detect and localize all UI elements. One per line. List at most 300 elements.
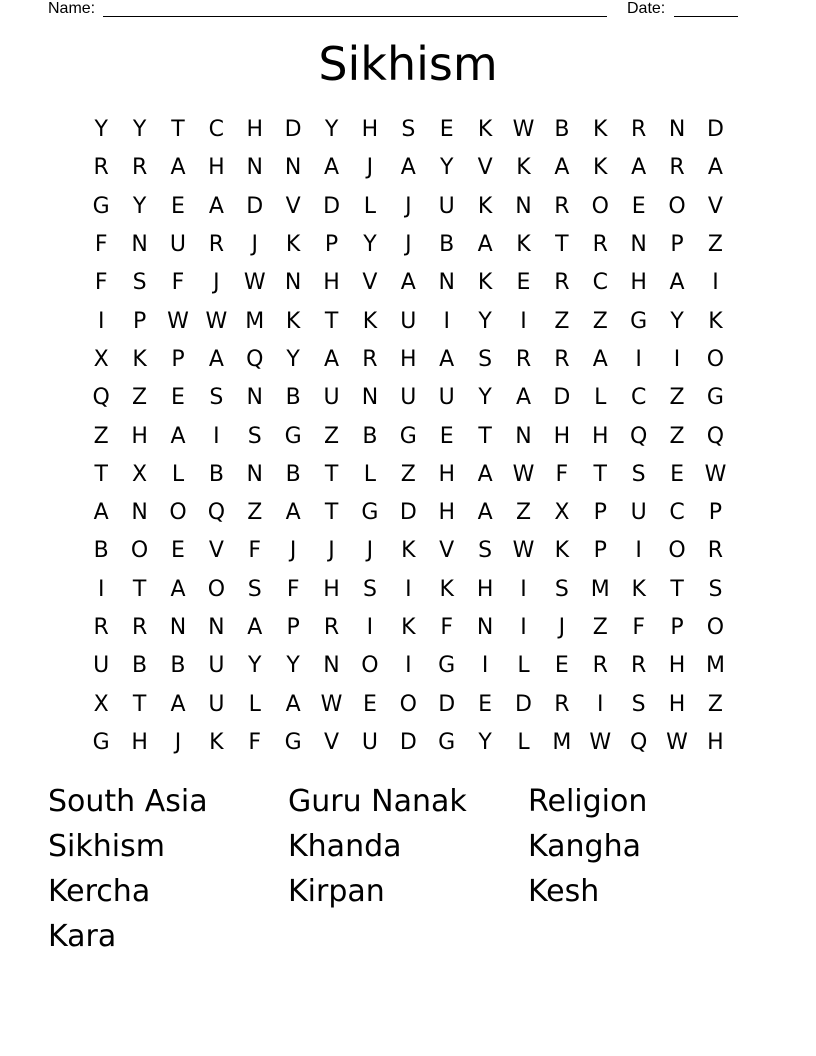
grid-letter: A xyxy=(515,385,532,411)
grid-letter: V xyxy=(477,155,493,181)
grid-letter: U xyxy=(400,385,417,411)
grid-letter: N xyxy=(246,461,263,487)
grid-letter: C xyxy=(208,117,225,143)
grid-letter: N xyxy=(131,500,148,526)
grid-letter: C xyxy=(669,500,685,526)
word-list-item: Sikhism xyxy=(48,829,165,864)
grid-letter: X xyxy=(554,500,570,526)
grid-row xyxy=(82,609,735,647)
grid-letter: G xyxy=(361,500,379,526)
grid-row xyxy=(82,571,735,609)
grid-letter: T xyxy=(324,500,339,526)
name-label: Name: xyxy=(48,0,96,17)
grid-letter: E xyxy=(171,385,185,411)
grid-letter: U xyxy=(323,385,340,411)
grid-letter: K xyxy=(516,232,531,258)
grid-letter: I xyxy=(712,270,719,296)
grid-letter: I xyxy=(673,346,681,372)
grid-letter: G xyxy=(706,385,724,411)
grid-letter: J xyxy=(174,729,182,755)
grid-letter: H xyxy=(131,729,148,755)
grid-letter: Q xyxy=(246,346,264,372)
grid-letter: F xyxy=(555,461,569,487)
grid-letter: B xyxy=(285,385,301,411)
grid-letter: K xyxy=(631,576,646,602)
grid-letter: I xyxy=(405,653,412,679)
grid-letter: H xyxy=(476,576,494,602)
grid-letter: T xyxy=(132,576,147,602)
grid-letter: S xyxy=(708,576,723,602)
grid-letter: G xyxy=(438,729,456,755)
grid-letter: Z xyxy=(707,232,723,258)
name-blank-line[interactable] xyxy=(103,16,607,17)
grid-letter: R xyxy=(93,615,109,640)
grid-row xyxy=(82,302,735,340)
grid-letter: U xyxy=(208,653,225,679)
grid-row xyxy=(82,264,735,302)
grid-letter: R xyxy=(131,155,148,181)
grid-letter: W xyxy=(704,461,727,487)
grid-letter: A xyxy=(592,346,608,372)
grid-letter: Q xyxy=(630,423,648,449)
grid-letter: Y xyxy=(670,308,684,334)
grid-letter: I xyxy=(635,346,642,372)
grid-letter: P xyxy=(593,538,607,564)
grid-letter: Z xyxy=(707,691,723,717)
grid-letter: N xyxy=(246,155,263,181)
grid-letter: N xyxy=(246,385,263,411)
grid-letter: D xyxy=(438,691,456,717)
grid-letter: A xyxy=(170,576,186,602)
grid-letter: Y xyxy=(478,729,492,755)
grid-letter: W xyxy=(167,308,189,334)
grid-letter: N xyxy=(630,232,647,258)
grid-letter: R xyxy=(707,538,724,564)
grid-letter: N xyxy=(476,615,494,640)
grid-letter: V xyxy=(324,729,340,755)
grid-letter: D xyxy=(399,729,417,755)
grid-letter: A xyxy=(631,155,647,181)
grid-letter: T xyxy=(171,117,185,143)
word-list-item: Kercha xyxy=(48,874,151,909)
grid-row xyxy=(82,379,735,417)
grid-row xyxy=(82,532,735,570)
grid-letter: D xyxy=(246,193,264,219)
grid-letter: D xyxy=(553,385,571,411)
grid-letter: C xyxy=(592,270,608,296)
grid-letter: U xyxy=(93,653,110,679)
grid-letter: O xyxy=(361,653,379,679)
grid-letter: J xyxy=(366,538,374,564)
grid-letter: F xyxy=(94,232,108,258)
grid-letter: U xyxy=(438,193,455,219)
grid-letter: Q xyxy=(207,500,226,526)
grid-letter: R xyxy=(592,653,608,679)
grid-letter: K xyxy=(401,538,416,564)
grid-letter: A xyxy=(208,193,224,219)
grid-letter: H xyxy=(400,346,417,372)
grid-letter: G xyxy=(284,423,302,449)
grid-letter: O xyxy=(706,346,725,372)
grid-letter: P xyxy=(324,232,339,258)
grid-letter: H xyxy=(707,729,724,755)
grid-letter: G xyxy=(284,729,302,755)
grid-letter: Y xyxy=(363,232,377,258)
grid-letter: O xyxy=(207,576,226,602)
grid-letter: U xyxy=(630,500,647,526)
grid-letter: Z xyxy=(592,308,608,334)
grid-letter: A xyxy=(170,155,186,181)
grid-letter: R xyxy=(323,615,340,640)
grid-letter: H xyxy=(323,270,340,296)
grid-letter: L xyxy=(248,691,261,717)
grid-letter: J xyxy=(405,232,412,258)
grid-letter: H xyxy=(592,423,609,449)
grid-letter: K xyxy=(593,155,608,181)
grid-letter: K xyxy=(285,232,301,258)
grid-letter: N xyxy=(515,423,532,449)
grid-letter: Z xyxy=(669,385,685,411)
letter-grid xyxy=(82,111,735,762)
grid-letter: S xyxy=(132,270,147,296)
grid-letter: U xyxy=(400,308,417,334)
grid-letter: Y xyxy=(439,155,454,181)
grid-letter: O xyxy=(668,193,686,219)
grid-letter: S xyxy=(209,385,224,411)
grid-row xyxy=(82,226,735,264)
grid-letter: X xyxy=(93,691,109,717)
grid-letter: P xyxy=(708,500,723,526)
grid-letter: K xyxy=(708,308,723,334)
grid-letter: S xyxy=(478,346,493,372)
grid-letter: N xyxy=(515,193,532,219)
grid-letter: V xyxy=(707,193,723,219)
grid-letter: B xyxy=(208,461,224,487)
grid-letter: W xyxy=(512,461,535,487)
grid-letter: R xyxy=(631,117,647,143)
grid-letter: I xyxy=(520,576,527,602)
grid-letter: A xyxy=(170,691,186,717)
grid-letter: A xyxy=(285,691,301,717)
grid-letter: R xyxy=(93,155,109,181)
grid-letter: A xyxy=(707,155,723,181)
grid-letter: H xyxy=(438,461,455,487)
grid-letter: A xyxy=(400,270,416,296)
grid-letter: S xyxy=(362,576,377,602)
grid-letter: N xyxy=(208,615,225,640)
grid-letter: L xyxy=(517,653,530,679)
grid-letter: L xyxy=(517,729,530,755)
grid-letter: H xyxy=(131,423,148,449)
grid-letter: W xyxy=(666,729,688,755)
grid-letter: I xyxy=(405,576,412,602)
grid-letter: T xyxy=(324,461,339,487)
grid-letter: F xyxy=(94,270,108,296)
grid-letter: T xyxy=(670,576,684,602)
date-blank-line[interactable] xyxy=(674,16,738,17)
grid-letter: Y xyxy=(132,117,147,143)
grid-row xyxy=(82,111,735,149)
grid-letter: N xyxy=(438,270,455,296)
grid-letter: V xyxy=(362,270,378,296)
grid-letter: S xyxy=(401,117,416,143)
grid-letter: O xyxy=(399,691,417,717)
grid-letter: A xyxy=(324,346,340,372)
grid-letter: K xyxy=(593,117,608,143)
grid-letter: W xyxy=(589,729,612,755)
grid-letter: R xyxy=(515,346,532,372)
grid-letter: A xyxy=(208,346,224,372)
grid-letter: I xyxy=(597,691,604,717)
grid-letter: H xyxy=(553,423,571,449)
grid-letter: Q xyxy=(92,385,110,411)
grid-letter: Z xyxy=(132,385,148,411)
grid-letter: R xyxy=(554,346,570,372)
grid-letter: Y xyxy=(478,308,492,334)
grid-letter: G xyxy=(438,653,456,679)
grid-letter: V xyxy=(439,538,455,564)
grid-letter: D xyxy=(706,117,724,143)
grid-letter: E xyxy=(554,653,569,679)
grid-letter: F xyxy=(248,729,262,755)
grid-letter: B xyxy=(132,653,148,679)
grid-letter: E xyxy=(439,423,454,449)
grid-letter: I xyxy=(97,308,105,334)
grid-letter: B xyxy=(554,117,570,143)
grid-letter: T xyxy=(593,461,607,487)
grid-letter: P xyxy=(171,346,185,372)
grid-letter: J xyxy=(289,538,297,564)
grid-letter: I xyxy=(213,423,220,449)
grid-letter: G xyxy=(399,423,417,449)
grid-row xyxy=(82,188,735,226)
grid-letter: H xyxy=(630,270,647,296)
grid-letter: A xyxy=(324,155,340,181)
grid-letter: Y xyxy=(94,117,108,143)
grid-letter: N xyxy=(668,117,686,143)
grid-letter: J xyxy=(558,615,566,640)
grid-letter: E xyxy=(516,270,531,296)
grid-row xyxy=(82,456,735,494)
word-list-item: Kangha xyxy=(528,829,641,864)
grid-letter: I xyxy=(366,615,374,640)
grid-letter: I xyxy=(97,576,105,602)
grid-letter: Z xyxy=(324,423,340,449)
grid-letter: W xyxy=(512,538,535,564)
grid-letter: A xyxy=(477,461,493,487)
grid-letter: O xyxy=(130,538,149,564)
grid-letter: X xyxy=(93,346,109,372)
grid-letter: A xyxy=(400,155,416,181)
grid-letter: W xyxy=(512,117,535,143)
grid-letter: J xyxy=(405,193,412,219)
grid-row xyxy=(82,149,735,187)
grid-letter: S xyxy=(631,691,646,717)
grid-letter: K xyxy=(285,308,301,334)
grid-letter: U xyxy=(208,691,225,717)
grid-letter: U xyxy=(438,385,455,411)
grid-letter: O xyxy=(706,615,725,640)
grid-letter: T xyxy=(94,461,108,487)
grid-letter: A xyxy=(285,500,301,526)
grid-letter: P xyxy=(132,308,147,334)
grid-letter: H xyxy=(323,576,340,602)
word-list-item: Kirpan xyxy=(288,874,385,909)
word-list-item: Kara xyxy=(48,919,117,954)
grid-letter: P xyxy=(286,615,300,640)
grid-letter: H xyxy=(208,155,225,181)
grid-letter: H xyxy=(438,500,455,526)
date-label: Date: xyxy=(627,0,666,17)
grid-letter: Z xyxy=(554,308,570,334)
grid-letter: W xyxy=(243,270,266,296)
grid-letter: U xyxy=(361,729,378,755)
grid-letter: Z xyxy=(247,500,263,526)
grid-letter: K xyxy=(477,117,493,143)
grid-letter: K xyxy=(132,346,147,372)
grid-letter: S xyxy=(478,538,493,564)
grid-letter: Z xyxy=(592,615,608,640)
grid-letter: K xyxy=(477,193,493,219)
grid-letter: N xyxy=(284,155,302,181)
word-list-item: Guru Nanak xyxy=(288,784,467,819)
grid-letter: L xyxy=(363,461,377,487)
grid-letter: A xyxy=(477,500,493,526)
grid-letter: O xyxy=(591,193,609,219)
grid-letter: Z xyxy=(400,461,416,487)
grid-letter: F xyxy=(632,615,645,640)
grid-letter: F xyxy=(171,270,185,296)
grid-letter: K xyxy=(516,155,531,181)
grid-letter: L xyxy=(594,385,607,411)
grid-letter: E xyxy=(171,193,185,219)
grid-letter: H xyxy=(361,117,379,143)
grid-letter: R xyxy=(554,270,570,296)
grid-letter: I xyxy=(520,308,527,334)
grid-letter: N xyxy=(361,385,379,411)
grid-letter: P xyxy=(670,232,684,258)
grid-letter: O xyxy=(668,538,686,564)
grid-letter: X xyxy=(132,461,148,487)
grid-letter: H xyxy=(246,117,264,143)
grid-letter: J xyxy=(328,538,335,564)
grid-letter: R xyxy=(669,155,685,181)
grid-letter: K xyxy=(362,308,378,334)
grid-letter: G xyxy=(92,193,110,219)
grid-letter: Y xyxy=(286,346,300,372)
word-list xyxy=(48,781,768,961)
grid-letter: R xyxy=(554,691,570,717)
grid-letter: R xyxy=(208,232,225,258)
grid-letter: B xyxy=(362,423,378,449)
word-list-item: Khanda xyxy=(288,829,402,864)
grid-letter: R xyxy=(592,232,608,258)
grid-letter: B xyxy=(93,538,109,564)
word-list-item: Kesh xyxy=(528,874,600,909)
grid-letter: D xyxy=(515,691,532,717)
page-title: Sikhism xyxy=(318,37,498,91)
grid-letter: R xyxy=(131,615,148,640)
grid-letter: G xyxy=(92,729,110,755)
grid-letter: K xyxy=(477,270,493,296)
grid-letter: B xyxy=(439,232,455,258)
grid-letter: K xyxy=(209,729,224,755)
grid-letter: E xyxy=(631,193,646,219)
grid-letter: F xyxy=(440,615,454,640)
grid-letter: M xyxy=(590,576,610,602)
grid-letter: Y xyxy=(286,653,300,679)
grid-letter: N xyxy=(284,270,302,296)
grid-letter: M xyxy=(245,308,265,334)
grid-letter: S xyxy=(554,576,569,602)
grid-letter: Y xyxy=(248,653,262,679)
grid-letter: N xyxy=(131,232,148,258)
grid-letter: K xyxy=(554,538,570,564)
grid-letter: D xyxy=(323,193,341,219)
grid-letter: A xyxy=(93,500,109,526)
grid-letter: R xyxy=(362,346,378,372)
grid-letter: H xyxy=(668,691,686,717)
grid-letter: D xyxy=(399,500,417,526)
grid-letter: P xyxy=(670,615,684,640)
grid-row xyxy=(82,724,735,762)
grid-letter: A xyxy=(247,615,263,640)
grid-letter: Z xyxy=(93,423,109,449)
grid-letter: R xyxy=(631,653,647,679)
grid-letter: P xyxy=(593,500,607,526)
grid-letter: A xyxy=(554,155,570,181)
grid-letter: H xyxy=(668,653,686,679)
grid-letter: T xyxy=(555,232,569,258)
grid-letter: A xyxy=(477,232,493,258)
grid-letter: F xyxy=(286,576,300,602)
grid-letter: S xyxy=(247,423,262,449)
grid-letter: I xyxy=(481,653,489,679)
grid-letter: Y xyxy=(324,117,339,143)
grid-letter: D xyxy=(284,117,302,143)
grid-letter: T xyxy=(478,423,492,449)
grid-letter: Y xyxy=(478,385,492,411)
grid-letter: A xyxy=(669,270,685,296)
grid-letter: K xyxy=(401,615,416,640)
grid-letter: O xyxy=(169,500,187,526)
grid-row xyxy=(82,417,735,455)
grid-row xyxy=(82,647,735,685)
grid-row xyxy=(82,685,735,723)
grid-letter: E xyxy=(362,691,377,717)
grid-letter: F xyxy=(248,538,262,564)
grid-letter: K xyxy=(439,576,454,602)
grid-letter: Q xyxy=(630,729,648,755)
word-list-item: South Asia xyxy=(48,784,208,819)
worksheet-header xyxy=(48,0,768,20)
grid-letter: V xyxy=(285,193,301,219)
grid-letter: J xyxy=(213,270,220,296)
grid-letter: E xyxy=(670,461,684,487)
word-list-item: Religion xyxy=(528,784,648,819)
grid-letter: J xyxy=(366,155,374,181)
grid-letter: I xyxy=(635,538,642,564)
grid-letter: T xyxy=(324,308,339,334)
grid-letter: M xyxy=(705,653,725,679)
grid-letter: S xyxy=(631,461,646,487)
grid-letter: G xyxy=(630,308,648,334)
grid-letter: A xyxy=(170,423,186,449)
grid-letter: C xyxy=(630,385,647,411)
grid-letter: Z xyxy=(669,423,685,449)
grid-letter: E xyxy=(478,691,493,717)
grid-letter: E xyxy=(171,538,185,564)
